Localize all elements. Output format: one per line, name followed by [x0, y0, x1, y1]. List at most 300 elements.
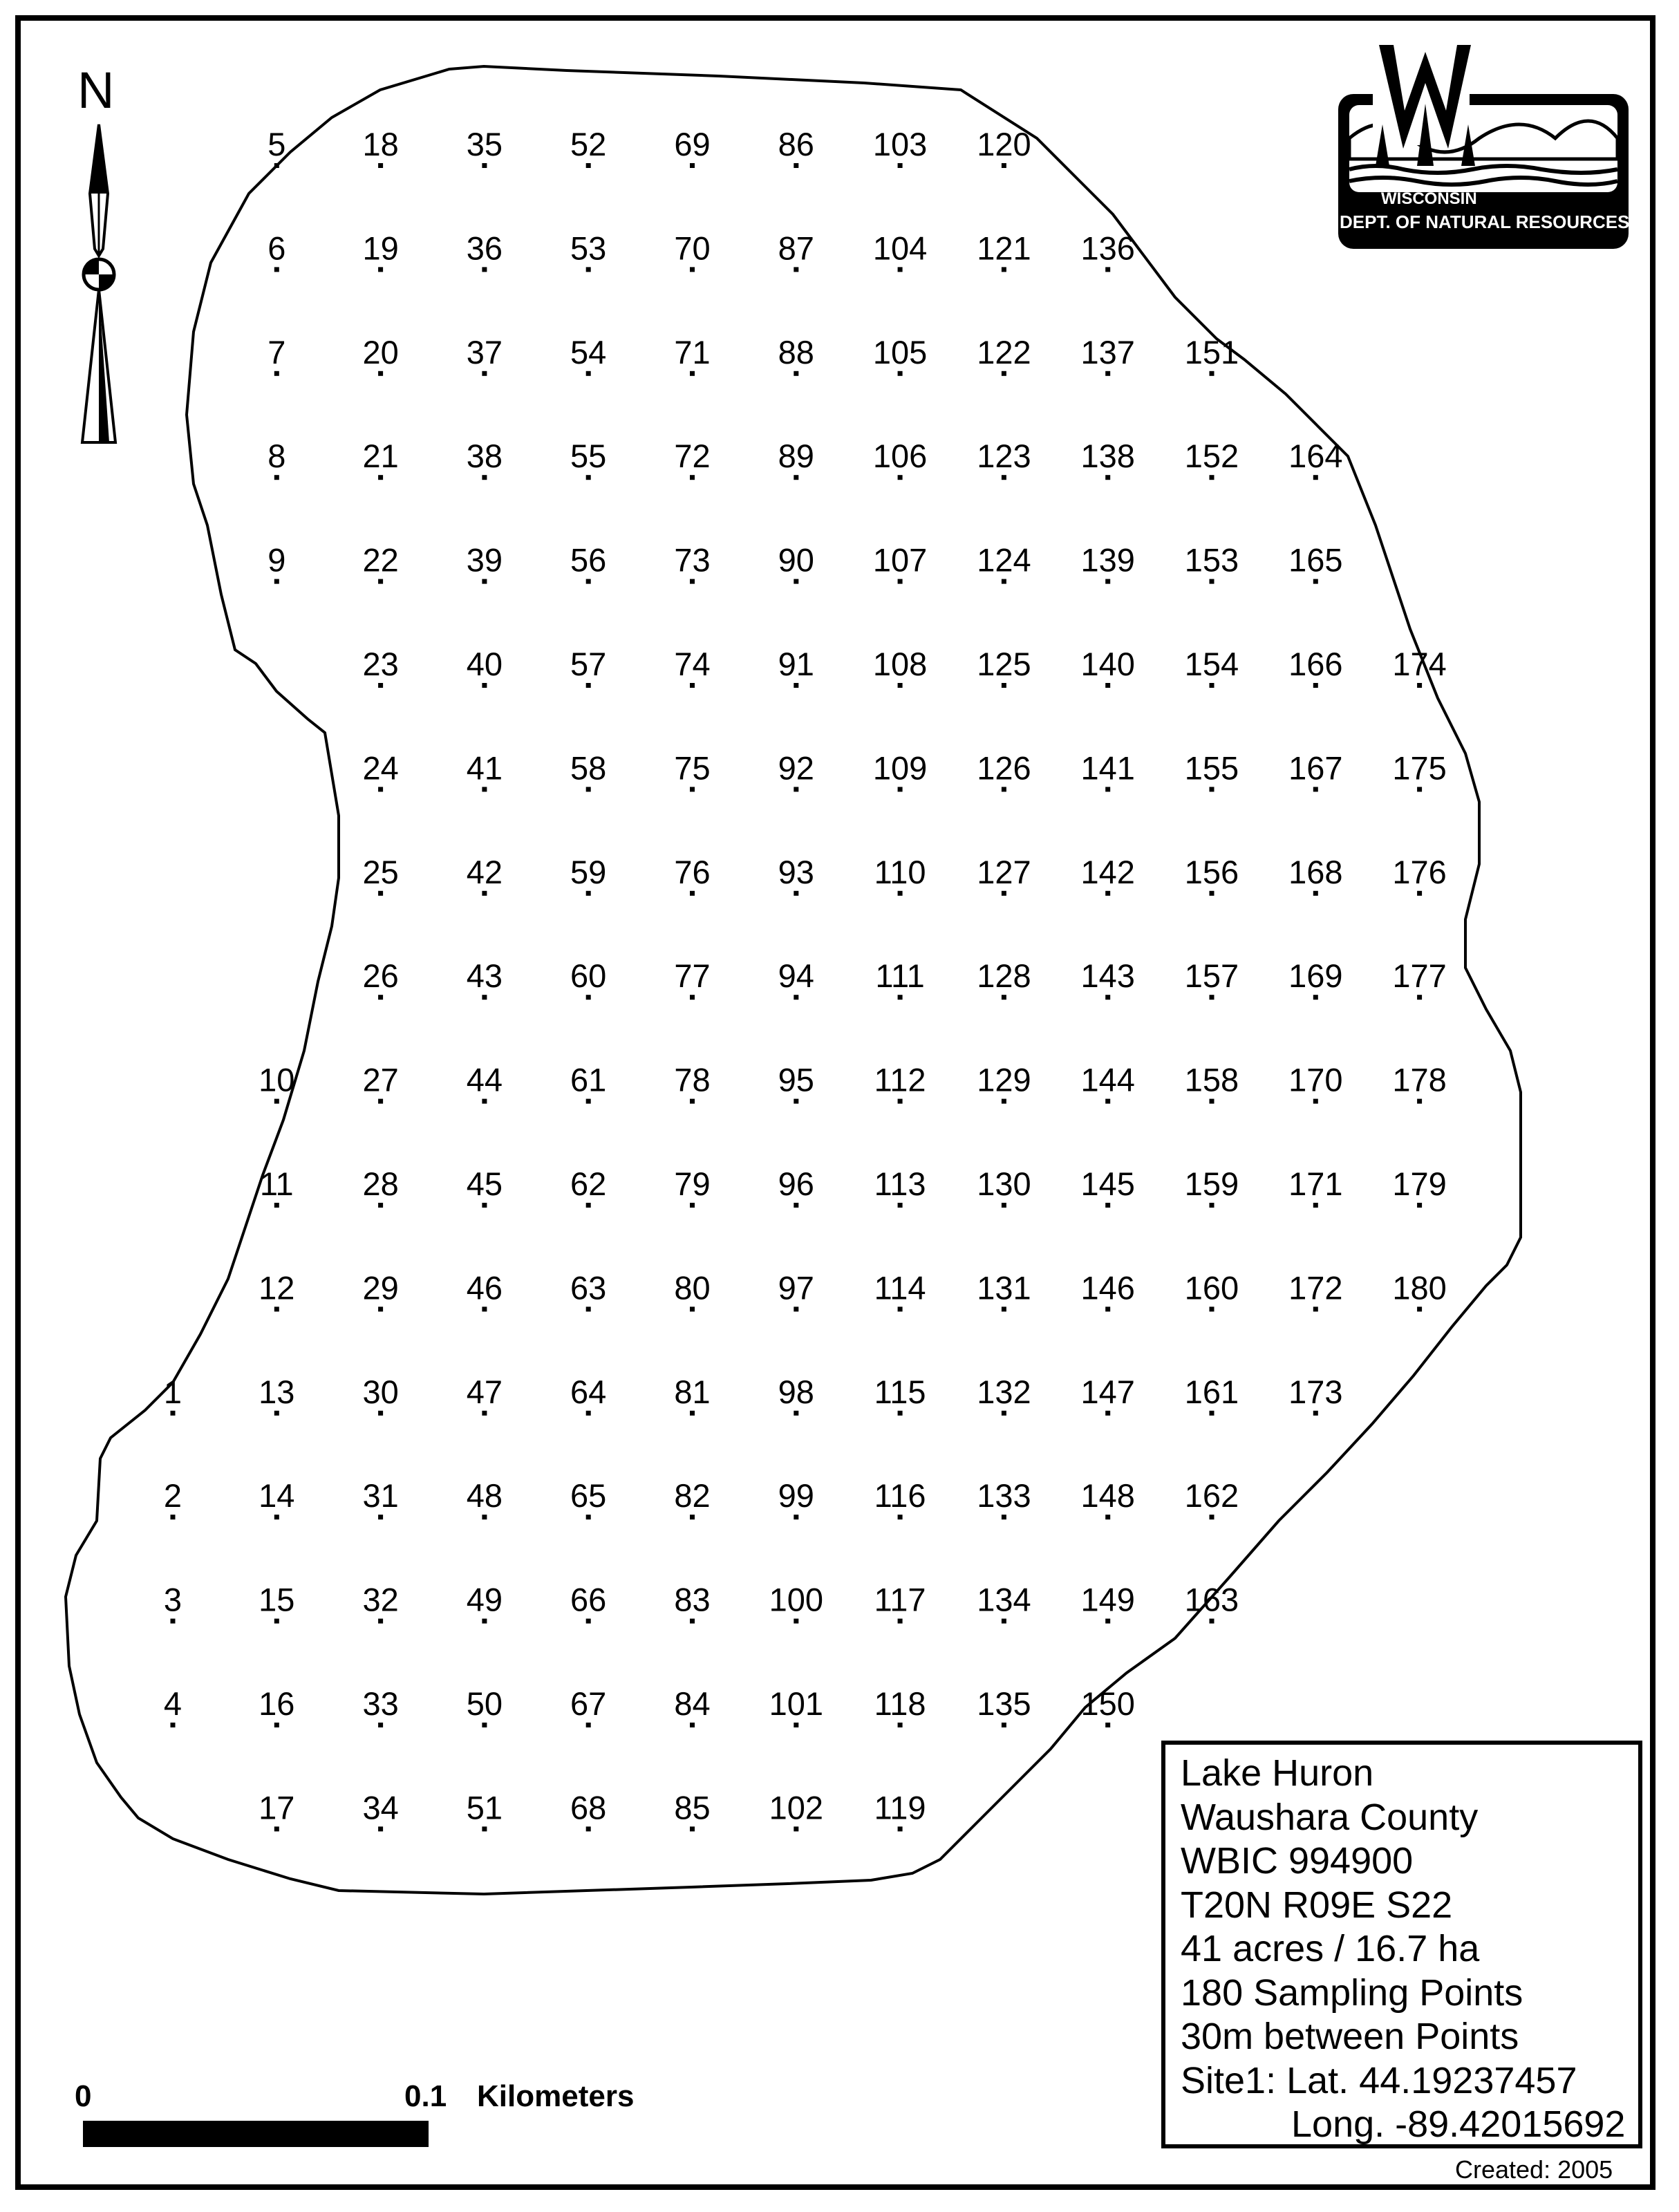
sampling-point-label: 161: [1184, 1373, 1239, 1410]
sampling-point-label: 3: [163, 1581, 182, 1618]
sampling-point-marker: [586, 371, 591, 376]
sampling-point-label: 79: [674, 1165, 711, 1202]
sampling-point-label: 45: [466, 1165, 503, 1202]
sampling-point-label: 124: [977, 541, 1031, 579]
sampling-point-marker: [794, 1099, 798, 1104]
sampling-point-label: 60: [570, 957, 607, 995]
sampling-point-label: 47: [466, 1373, 503, 1410]
sampling-point-marker: [482, 267, 487, 272]
sampling-point-marker: [1313, 1203, 1318, 1208]
sampling-point-marker: [586, 1515, 591, 1519]
sampling-point-marker: [1105, 1411, 1110, 1416]
sampling-points: [164, 126, 1447, 1831]
sampling-point-label: 108: [872, 646, 928, 682]
sampling-point-label: 50: [466, 1685, 503, 1722]
sampling-point-label: 27: [362, 1061, 399, 1098]
sampling-point-label: 115: [874, 1373, 926, 1410]
sampling-point-marker: [1105, 579, 1110, 584]
sampling-point-label: 32: [362, 1581, 399, 1618]
sampling-point-label: 35: [466, 126, 503, 162]
sampling-point-marker: [898, 683, 903, 688]
sampling-point-label: 145: [1080, 1165, 1135, 1202]
sampling-point-label: 89: [778, 438, 814, 475]
map-info-box: [1161, 1741, 1642, 2148]
sampling-point-label: 144: [1080, 1061, 1135, 1098]
sampling-point-marker: [898, 1619, 903, 1624]
sampling-point-label: 107: [872, 541, 928, 579]
sampling-point-marker: [1210, 1099, 1214, 1104]
sampling-point-marker: [794, 787, 798, 791]
sampling-point-label: 92: [778, 749, 814, 787]
sampling-point-label: 101: [769, 1685, 824, 1722]
sampling-point-label: 40: [466, 646, 503, 682]
sampling-point-label: 135: [977, 1685, 1031, 1722]
sampling-point-marker: [1313, 1099, 1318, 1104]
sampling-point-marker: [690, 267, 695, 272]
sampling-point-label: 68: [570, 1789, 607, 1826]
sampling-point-marker: [1210, 995, 1214, 1000]
sampling-point-marker: [1313, 891, 1318, 896]
sampling-point-marker: [274, 1619, 279, 1624]
sampling-point-marker: [171, 1515, 176, 1519]
sampling-point-marker: [378, 163, 383, 168]
sampling-point-marker: [690, 1619, 695, 1624]
sampling-point-marker: [1417, 1306, 1422, 1311]
created-label: Created: 2005: [1455, 2155, 1613, 2184]
sampling-point-label: 72: [674, 438, 711, 475]
sampling-point-label: 9: [268, 541, 286, 579]
sampling-point-label: 174: [1392, 646, 1447, 682]
sampling-point-marker: [794, 1203, 798, 1208]
sampling-point-label: 132: [977, 1373, 1031, 1410]
sampling-point-label: 179: [1392, 1165, 1447, 1202]
sampling-point-label: 43: [466, 957, 503, 995]
sampling-point-label: 8: [268, 438, 286, 475]
sampling-point-label: 2: [163, 1477, 182, 1515]
sampling-point-marker: [690, 1826, 695, 1831]
sampling-point-label: 77: [674, 957, 711, 995]
sampling-point-label: 41: [466, 749, 503, 787]
sampling-point-label: 119: [874, 1789, 926, 1826]
sampling-point-label: 90: [778, 541, 814, 579]
sampling-point-label: 102: [769, 1789, 824, 1826]
sampling-point-label: 87: [778, 229, 814, 267]
sampling-point-marker: [1105, 683, 1110, 688]
sampling-point-marker: [690, 683, 695, 688]
sampling-point-label: 157: [1184, 957, 1239, 995]
sampling-point-label: 26: [362, 957, 399, 995]
sampling-point-label: 116: [874, 1477, 926, 1515]
sampling-point-label: 84: [674, 1685, 711, 1722]
sampling-point-marker: [378, 1515, 383, 1519]
sampling-point-label: 125: [977, 646, 1031, 682]
sampling-point-label: 6: [268, 229, 286, 267]
sampling-point-label: 1: [163, 1373, 182, 1410]
sampling-point-marker: [690, 1723, 695, 1727]
sampling-point-marker: [1210, 579, 1214, 584]
sampling-point-marker: [378, 1411, 383, 1416]
sampling-point-label: 28: [362, 1165, 399, 1202]
sampling-point-label: 168: [1288, 853, 1343, 890]
logo-wisconsin-text: WISCONSIN: [1381, 189, 1477, 208]
sampling-point-marker: [1417, 1099, 1422, 1104]
sampling-point-marker: [898, 1306, 903, 1311]
sampling-point-label: 69: [674, 126, 711, 162]
sampling-point-label: 48: [466, 1477, 503, 1515]
sampling-point-marker: [690, 1515, 695, 1519]
sampling-point-marker: [794, 683, 798, 688]
sampling-point-label: 123: [977, 438, 1031, 475]
sampling-point-marker: [171, 1411, 176, 1416]
sampling-point-label: 7: [268, 333, 286, 371]
sampling-point-label: 129: [977, 1061, 1031, 1098]
sampling-point-marker: [586, 787, 591, 791]
sampling-point-marker: [482, 1723, 487, 1727]
north-arrow-icon: [82, 124, 115, 442]
sampling-point-marker: [1002, 1515, 1006, 1519]
sampling-point-label: 175: [1392, 749, 1447, 787]
sampling-point-marker: [690, 1203, 695, 1208]
sampling-point-marker: [482, 1411, 487, 1416]
sampling-point-marker: [1210, 1619, 1214, 1624]
sampling-point-marker: [690, 787, 695, 791]
sampling-point-label: 17: [259, 1789, 295, 1826]
sampling-point-label: 138: [1080, 438, 1135, 475]
sampling-point-marker: [378, 995, 383, 1000]
sampling-point-marker: [690, 995, 695, 1000]
sampling-point-marker: [482, 579, 487, 584]
sampling-point-marker: [1417, 1203, 1422, 1208]
sampling-point-marker: [898, 267, 903, 272]
sampling-point-marker: [794, 1619, 798, 1624]
sampling-point-label: 82: [674, 1477, 711, 1515]
sampling-point-label: 22: [362, 541, 399, 579]
sampling-point-label: 51: [466, 1789, 503, 1826]
scale-bar: [83, 2121, 429, 2147]
sampling-point-marker: [1417, 683, 1422, 688]
sampling-point-label: 105: [872, 333, 928, 371]
sampling-point-marker: [378, 579, 383, 584]
sampling-point-marker: [898, 371, 903, 376]
sampling-point-label: 73: [674, 541, 711, 579]
sampling-point-marker: [586, 579, 591, 584]
sampling-point-marker: [1002, 1619, 1006, 1624]
info-spacing: 30m between Points: [1181, 2016, 1519, 2057]
sampling-point-label: 16: [259, 1685, 295, 1722]
sampling-point-label: 127: [977, 853, 1031, 890]
sampling-point-label: 142: [1080, 853, 1135, 890]
sampling-point-label: 70: [674, 229, 711, 267]
sampling-point-marker: [794, 995, 798, 1000]
sampling-point-marker: [482, 475, 487, 480]
sampling-point-label: 55: [570, 438, 607, 475]
sampling-point-marker: [898, 1515, 903, 1519]
sampling-point-label: 120: [977, 126, 1031, 162]
sampling-point-marker: [1105, 787, 1110, 791]
sampling-point-label: 98: [778, 1373, 814, 1410]
info-township: T20N R09E S22: [1181, 1884, 1453, 1926]
sampling-point-marker: [1210, 1306, 1214, 1311]
sampling-point-label: 4: [163, 1685, 182, 1722]
sampling-point-label: 24: [362, 749, 399, 787]
sampling-point-marker: [1417, 995, 1422, 1000]
sampling-point-marker: [378, 371, 383, 376]
sampling-point-marker: [378, 1619, 383, 1624]
sampling-point-label: 166: [1288, 646, 1343, 682]
sampling-point-marker: [274, 1826, 279, 1831]
sampling-point-label: 52: [570, 126, 607, 162]
sampling-point-marker: [1210, 683, 1214, 688]
sampling-point-marker: [690, 1411, 695, 1416]
sampling-point-label: 83: [674, 1581, 711, 1618]
sampling-point-marker: [794, 1826, 798, 1831]
info-longitude: Long. -89.42015692: [1291, 2103, 1626, 2145]
sampling-point-marker: [1105, 1099, 1110, 1104]
sampling-point-label: 58: [570, 749, 607, 787]
sampling-point-label: 29: [362, 1269, 399, 1306]
sampling-point-marker: [1105, 995, 1110, 1000]
sampling-point-marker: [898, 475, 903, 480]
sampling-point-marker: [794, 371, 798, 376]
info-points-count: 180 Sampling Points: [1181, 1971, 1523, 2014]
sampling-point-marker: [274, 1099, 279, 1104]
sampling-point-label: 158: [1184, 1061, 1239, 1098]
sampling-point-marker: [586, 1723, 591, 1727]
sampling-point-label: 134: [977, 1581, 1031, 1618]
sampling-point-label: 44: [466, 1061, 503, 1098]
sampling-point-marker: [690, 163, 695, 168]
sampling-point-marker: [898, 787, 903, 791]
sampling-point-marker: [898, 1723, 903, 1727]
sampling-point-label: 159: [1184, 1165, 1239, 1202]
sampling-point-label: 34: [362, 1789, 399, 1826]
sampling-point-marker: [1210, 787, 1214, 791]
sampling-point-label: 56: [570, 541, 607, 579]
sampling-point-label: 117: [874, 1581, 926, 1618]
sampling-point-marker: [482, 1619, 487, 1624]
sampling-point-label: 66: [570, 1581, 607, 1618]
sampling-point-marker: [1210, 1203, 1214, 1208]
sampling-point-label: 172: [1288, 1269, 1343, 1306]
sampling-point-label: 164: [1288, 438, 1343, 475]
scale-unit-label: Kilometers: [477, 2079, 635, 2113]
sampling-point-marker: [1002, 371, 1006, 376]
sampling-point-marker: [1002, 995, 1006, 1000]
sampling-point-label: 85: [674, 1789, 711, 1826]
sampling-point-marker: [1002, 1411, 1006, 1416]
sampling-point-label: 176: [1392, 853, 1447, 890]
sampling-point-marker: [690, 475, 695, 480]
sampling-point-marker: [586, 1099, 591, 1104]
sampling-point-marker: [274, 163, 279, 168]
sampling-point-marker: [1105, 1306, 1110, 1311]
sampling-point-marker: [1002, 1099, 1006, 1104]
sampling-point-marker: [898, 1203, 903, 1208]
sampling-point-marker: [690, 579, 695, 584]
sampling-point-label: 81: [674, 1373, 711, 1410]
sampling-point-label: 155: [1184, 749, 1239, 787]
sampling-point-label: 141: [1080, 749, 1135, 787]
sampling-point-marker: [1210, 891, 1214, 896]
sampling-point-marker: [586, 1826, 591, 1831]
sampling-point-label: 114: [874, 1269, 926, 1306]
info-county: Waushara County: [1181, 1796, 1479, 1838]
sampling-point-label: 177: [1392, 957, 1447, 995]
scale-start-label: 0: [75, 2079, 92, 2113]
sampling-point-marker: [794, 1723, 798, 1727]
sampling-point-marker: [1313, 995, 1318, 1000]
sampling-point-label: 21: [362, 438, 399, 475]
sampling-point-marker: [482, 163, 487, 168]
sampling-point-marker: [274, 1411, 279, 1416]
sampling-point-marker: [274, 371, 279, 376]
sampling-point-label: 104: [872, 229, 928, 267]
sampling-point-marker: [1313, 1411, 1318, 1416]
sampling-point-label: 76: [674, 853, 711, 890]
sampling-point-label: 18: [362, 126, 399, 162]
sampling-point-marker: [794, 1411, 798, 1416]
info-area: 41 acres / 16.7 ha: [1181, 1928, 1480, 1969]
sampling-point-marker: [1002, 1203, 1006, 1208]
sampling-point-label: 67: [570, 1685, 607, 1722]
sampling-point-label: 64: [570, 1373, 607, 1410]
sampling-point-label: 152: [1184, 438, 1239, 475]
sampling-point-marker: [274, 1203, 279, 1208]
sampling-point-label: 91: [778, 646, 814, 682]
sampling-point-label: 95: [778, 1061, 814, 1098]
sampling-point-marker: [378, 683, 383, 688]
sampling-point-marker: [898, 1826, 903, 1831]
sampling-point-marker: [482, 1306, 487, 1311]
sampling-point-marker: [690, 1306, 695, 1311]
sampling-point-marker: [378, 475, 383, 480]
sampling-point-marker: [586, 475, 591, 480]
sampling-point-label: 143: [1080, 957, 1135, 995]
sampling-point-label: 94: [778, 957, 814, 995]
sampling-point-label: 133: [977, 1477, 1031, 1515]
info-lake-name: Lake Huron: [1181, 1752, 1374, 1794]
sampling-point-label: 167: [1288, 749, 1343, 787]
sampling-point-marker: [1210, 1515, 1214, 1519]
sampling-point-marker: [1002, 267, 1006, 272]
sampling-point-label: 137: [1080, 333, 1135, 371]
sampling-point-label: 109: [872, 749, 928, 787]
sampling-point-label: 162: [1184, 1477, 1239, 1515]
sampling-point-label: 173: [1288, 1373, 1343, 1410]
sampling-point-marker: [586, 267, 591, 272]
sampling-point-label: 31: [362, 1477, 399, 1515]
sampling-point-label: 54: [570, 333, 607, 371]
sampling-point-label: 15: [259, 1581, 295, 1618]
sampling-point-label: 149: [1080, 1581, 1135, 1618]
sampling-point-marker: [482, 1826, 487, 1831]
north-label: N: [77, 62, 115, 119]
sampling-point-label: 148: [1080, 1477, 1135, 1515]
sampling-point-marker: [274, 475, 279, 480]
sampling-point-label: 65: [570, 1477, 607, 1515]
sampling-point-label: 74: [674, 646, 711, 682]
sampling-point-marker: [482, 683, 487, 688]
sampling-point-label: 112: [874, 1061, 926, 1098]
sampling-point-label: 118: [874, 1685, 926, 1722]
sampling-point-marker: [1105, 1203, 1110, 1208]
sampling-point-label: 88: [778, 333, 814, 371]
sampling-point-marker: [794, 267, 798, 272]
sampling-point-marker: [794, 1515, 798, 1519]
sampling-point-label: 170: [1288, 1061, 1343, 1098]
sampling-point-marker: [586, 1619, 591, 1624]
sampling-point-marker: [274, 579, 279, 584]
sampling-point-marker: [378, 1723, 383, 1727]
sampling-point-marker: [1002, 1723, 1006, 1727]
sampling-point-marker: [378, 1306, 383, 1311]
sampling-point-label: 126: [977, 749, 1031, 787]
sampling-point-marker: [1002, 475, 1006, 480]
info-wbic: WBIC 994900: [1181, 1840, 1414, 1882]
sampling-point-label: 39: [466, 541, 503, 579]
sampling-point-marker: [794, 475, 798, 480]
sampling-point-label: 154: [1184, 646, 1239, 682]
sampling-point-label: 97: [778, 1269, 814, 1306]
sampling-point-marker: [1002, 163, 1006, 168]
sampling-point-marker: [1105, 891, 1110, 896]
sampling-point-label: 25: [362, 853, 399, 890]
sampling-point-label: 165: [1288, 541, 1343, 579]
sampling-point-marker: [898, 1411, 903, 1416]
sampling-point-label: 75: [674, 749, 711, 787]
sampling-point-label: 30: [362, 1373, 399, 1410]
sampling-point-marker: [274, 1723, 279, 1727]
sampling-point-marker: [1210, 475, 1214, 480]
sampling-point-label: 33: [362, 1685, 399, 1722]
sampling-point-label: 147: [1080, 1373, 1135, 1410]
sampling-point-label: 180: [1392, 1269, 1447, 1306]
sampling-point-marker: [1105, 371, 1110, 376]
sampling-point-marker: [1002, 683, 1006, 688]
sampling-point-marker: [794, 891, 798, 896]
sampling-point-label: 131: [977, 1269, 1031, 1306]
sampling-point-marker: [1002, 787, 1006, 791]
sampling-point-label: 93: [778, 853, 814, 890]
sampling-point-label: 103: [872, 126, 928, 162]
sampling-point-marker: [274, 1306, 279, 1311]
sampling-point-marker: [1417, 787, 1422, 791]
sampling-point-label: 130: [977, 1165, 1031, 1202]
sampling-point-label: 23: [362, 646, 399, 682]
sampling-point-label: 136: [1080, 229, 1135, 267]
sampling-point-marker: [586, 683, 591, 688]
sampling-point-marker: [1105, 267, 1110, 272]
sampling-point-marker: [794, 579, 798, 584]
sampling-point-label: 10: [259, 1061, 295, 1098]
sampling-point-marker: [898, 1099, 903, 1104]
sampling-point-marker: [482, 371, 487, 376]
sampling-point-label: 20: [362, 333, 399, 371]
sampling-point-label: 53: [570, 229, 607, 267]
sampling-point-label: 99: [778, 1477, 814, 1515]
sampling-point-label: 14: [259, 1477, 295, 1515]
sampling-point-label: 86: [778, 126, 814, 162]
scale-end-label: 0.1: [404, 2079, 447, 2113]
sampling-point-label: 57: [570, 646, 607, 682]
sampling-point-label: 49: [466, 1581, 503, 1618]
sampling-point-marker: [1210, 371, 1214, 376]
sampling-point-marker: [586, 1203, 591, 1208]
sampling-point-label: 128: [977, 957, 1031, 995]
sampling-point-marker: [586, 1411, 591, 1416]
sampling-point-label: 61: [570, 1061, 607, 1098]
sampling-point-marker: [1105, 1619, 1110, 1624]
